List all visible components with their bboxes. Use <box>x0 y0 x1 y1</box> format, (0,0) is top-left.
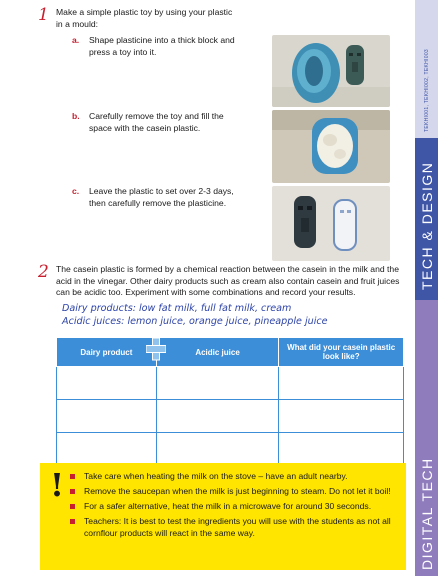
exclamation-icon: ! <box>50 466 65 504</box>
substep-b-text: Carefully remove the toy and fill the space with the casein plastic. <box>89 111 224 133</box>
safety-warning-box <box>40 463 406 570</box>
step1-intro: Make a simple plastic toy by using your plastic in a mould: <box>56 7 233 29</box>
table-row <box>57 367 404 400</box>
substep-letter-b: b. <box>72 111 80 121</box>
header-acidic-juice: Acidic juice <box>156 338 279 367</box>
substep-letter-a: a. <box>72 35 80 45</box>
handwriting-dairy-products: Dairy products: low fat milk, full fat milk, cream <box>62 303 292 314</box>
table-header-row <box>57 338 404 367</box>
warning-item: Remove the saucepan when the milk is just beginning to steam. Do not let it boil! <box>70 486 400 498</box>
handwriting-acidic-juices: Acidic juices: lemon juice, orange juice, pineapple juice <box>62 316 328 327</box>
table-cell[interactable] <box>57 367 157 400</box>
header-casein-result: What did your casein plastic look like? <box>279 338 404 367</box>
step-number-2: 2 <box>38 262 49 282</box>
table-row <box>57 433 404 466</box>
table-cell[interactable] <box>279 433 404 466</box>
section-label-tech-design: TECH & DESIGN <box>419 161 435 290</box>
table-cell[interactable] <box>279 367 404 400</box>
table-cell[interactable] <box>156 400 279 433</box>
section-label-digital-tech: DIGITAL TECH <box>419 457 435 570</box>
results-table <box>56 337 404 466</box>
curriculum-codes: TEKHI001, TEKHI002, TEKHI003 <box>424 49 430 132</box>
warning-item: For a safer alternative, heat the milk in a microwave for around 30 seconds. <box>70 501 400 513</box>
substep-a-text: Shape plasticine into a thick block and press a toy into it. <box>89 35 235 57</box>
step2-text: The casein plastic is formed by a chemical reaction between the casein in the milk and the acid in the vinegar. Other dairy products such as cream also contain casein and fruit juices can be acidic too. Experiment with some combinations and record your results. <box>56 264 400 297</box>
table-cell[interactable] <box>156 367 279 400</box>
table-cell[interactable] <box>156 433 279 466</box>
table-cell[interactable] <box>57 400 157 433</box>
substep-c-text: Leave the plastic to set over 2-3 days, then carefully remove the plasticine. <box>89 186 234 208</box>
warning-item: Take care when heating the milk on the stove – have an adult nearby. <box>70 471 400 483</box>
warning-list <box>70 471 400 543</box>
table-cell[interactable] <box>279 400 404 433</box>
photo-finished-casein-toy <box>272 186 390 261</box>
plus-icon <box>146 337 166 361</box>
step-number-1: 1 <box>38 5 49 25</box>
warning-item: Teachers: It is best to test the ingredients you will use with the students as not all cornflour products will react in the same way. <box>70 516 400 539</box>
photo-mould-filled-with-casein <box>272 110 390 183</box>
table-cell[interactable] <box>57 433 157 466</box>
substep-letter-c: c. <box>72 186 80 196</box>
header-dairy-product: Dairy product <box>57 338 157 367</box>
table-row <box>57 400 404 433</box>
photo-plasticine-mould-with-toy <box>272 35 390 107</box>
